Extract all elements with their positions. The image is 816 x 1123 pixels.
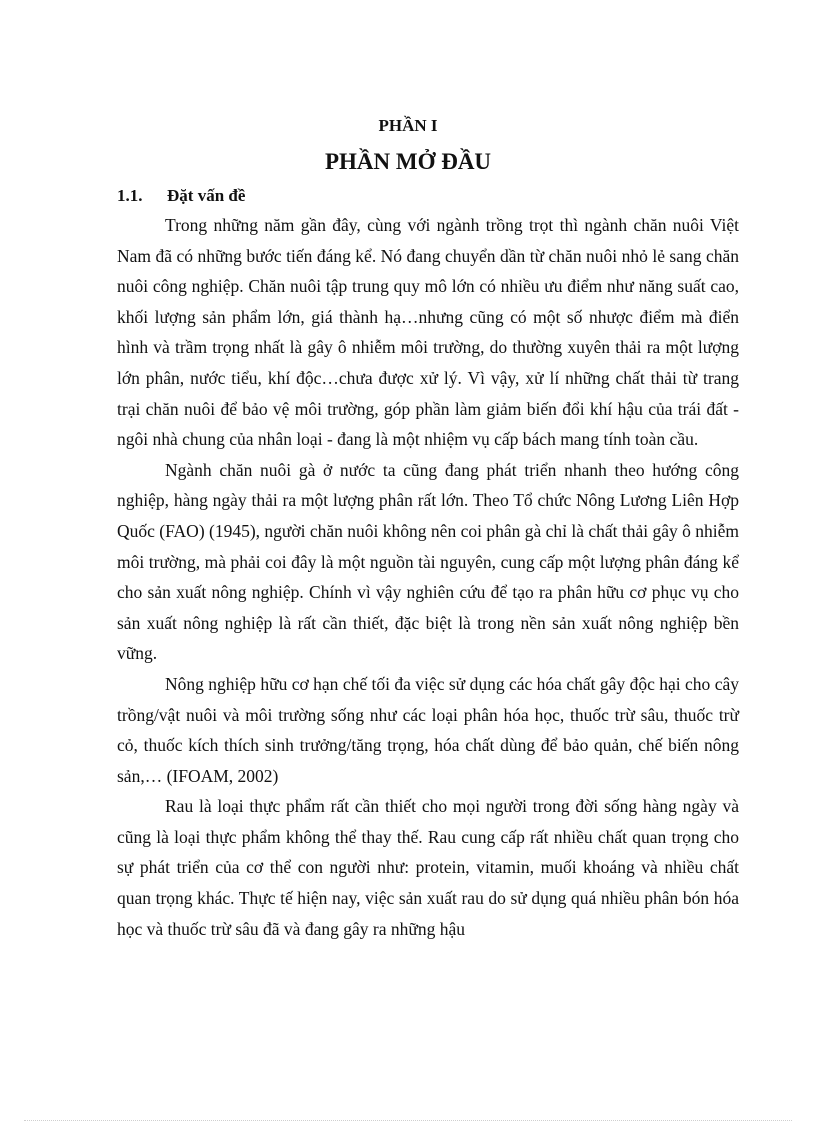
part-title: PHẦN MỞ ĐẦU: [324, 149, 492, 174]
paragraph: Ngành chăn nuôi gà ở nước ta cũng đang phát triển nhanh theo hướng công nghiệp, hàng ngày thải ra một lượng phân rất lớn. Theo Tổ chức Nông Lương Liên Hợp Quốc (FAO) (1945), người chăn nuôi không nên coi phân gà chỉ là chất thải gây ô nhiễm môi trường, mà phải coi đây là một nguồn tài nguyên, cung cấp một lượng phân đáng kể cho sản xuất nông nghiệp. Chính vì vậy nghiên cứu để tạo ra phân hữu cơ phục vụ cho sản xuất nông nghiệp là rất cần thiết, đặc biệt là trong nền sản xuất nông nghiệp bền vững.: [117, 459, 740, 664]
section-heading: [117, 184, 245, 208]
part-label: PHẦN I: [378, 116, 438, 135]
section-number: 1.1.: [117, 186, 143, 205]
page-bottom-divider: [24, 1120, 792, 1121]
paragraph: Nông nghiệp hữu cơ hạn chế tối đa việc sử dụng các hóa chất gây độc hại cho cây trồng/vật nuôi và môi trường sống như các loại phân hóa học, thuốc trừ sâu, thuốc trừ cỏ, thuốc kích thích sinh trưởng/tăng trọng, hóa chất dùng để bảo quản, chế biến nông sản,… (IFOAM, 2002): [117, 673, 739, 786]
body-text: [117, 210, 739, 944]
section-title: Đặt vấn đề: [167, 186, 246, 205]
paragraph: Trong những năm gần đây, cùng với ngành trồng trọt thì ngành chăn nuôi Việt Nam đã có những bước tiến đáng kể. Nó đang chuyển dần từ chăn nuôi nhỏ lẻ sang chăn nuôi công nghiệp. Chăn nuôi tập trung quy mô lớn có nhiều ưu điểm như năng suất cao, khối lượng sản phẩm lớn, giá thành hạ…nhưng cũng có một số nhược điểm mà điển hình và trầm trọng nhất là gây ô nhiễm môi trường, do thường xuyên thải ra một lượng lớn phân, nước tiểu, khí độc…chưa được xử lý. Vì vậy, xử lí những chất thải từ trang trại chăn nuôi để bảo vệ môi trường, góp phần làm giảm biến đổi khí hậu của trái đất - ngôi nhà chung của nhân loại - đang là một nhiệm vụ cấp bách mang tính toàn cầu.: [117, 215, 739, 450]
paragraph: Rau là loại thực phẩm rất cần thiết cho mọi người trong đời sống hàng ngày và cũng là loại thực phẩm không thể thay thế. Rau cung cấp rất nhiều chất quan trọng cho sự phát triển của cơ thể con người như: protein, vitamin, muối khoáng và nhiều chất quan trọng khác. Thực tế hiện nay, việc sản xuất rau do sử dụng quá nhiều phân bón hóa học và thuốc trừ sâu đã và đang gây ra những hậu: [117, 796, 739, 939]
